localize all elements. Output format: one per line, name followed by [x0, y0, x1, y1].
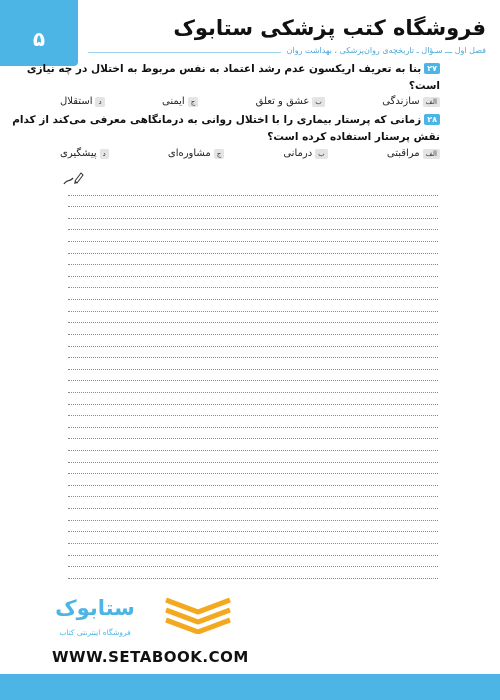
setabook-logo-icon [162, 596, 234, 634]
writing-line [68, 393, 438, 405]
writing-line [68, 497, 438, 509]
option-letter: ج [214, 149, 225, 159]
option-d[interactable] [60, 148, 109, 159]
writing-line [68, 347, 438, 359]
writing-line [68, 381, 438, 393]
option-text: مراقبتی [386, 148, 420, 159]
question-27-line-1 [27, 61, 440, 78]
question-text: زمانی که پرستار بیماری را با اختلال روانی به درمانگاهی معرفی می‌کند از کدام [12, 114, 422, 126]
website-link[interactable]: WWW.SETABOOK.COM [52, 648, 249, 666]
option-letter: ب [312, 97, 325, 107]
writing-line [68, 509, 438, 521]
option-b[interactable] [256, 96, 325, 107]
writing-line [68, 428, 438, 440]
writing-line [68, 300, 438, 312]
writing-line [68, 416, 438, 428]
option-c[interactable] [162, 96, 198, 107]
writing-line [68, 521, 438, 533]
writing-line [68, 230, 438, 242]
option-a[interactable] [387, 148, 440, 159]
writing-line [68, 451, 438, 463]
option-text: ایمنی [162, 96, 185, 107]
question-27-options [60, 96, 440, 107]
question-27 [27, 61, 440, 95]
writing-line [68, 532, 438, 544]
writing-line [68, 405, 438, 417]
option-a[interactable] [382, 96, 440, 107]
writing-line [68, 242, 438, 254]
writing-line [68, 474, 438, 486]
option-letter: ب [315, 149, 328, 159]
option-c[interactable] [168, 148, 224, 159]
question-27-line-2: است؟ [408, 80, 440, 92]
writing-line [68, 463, 438, 475]
option-letter: الف [423, 97, 440, 107]
question-28 [12, 112, 440, 146]
writing-line [68, 288, 438, 300]
writing-line [68, 254, 438, 266]
question-number-badge: ۲۷ [424, 63, 440, 74]
writing-line [68, 486, 438, 498]
writing-line [68, 370, 438, 382]
writing-line [68, 358, 438, 370]
writing-line [68, 184, 438, 196]
bottom-bar [0, 674, 500, 700]
brand-tagline: فروشگاه اینترنتی کتاب [59, 628, 131, 637]
option-b[interactable] [283, 148, 327, 159]
page-number: ۵ [0, 0, 78, 66]
writing-line [68, 277, 438, 289]
option-text: درمانی [283, 148, 313, 159]
option-letter: ج [188, 97, 199, 107]
option-text: استقلال [60, 96, 93, 107]
writing-line [68, 323, 438, 335]
option-letter: الف [423, 149, 440, 159]
writing-line [68, 207, 438, 219]
writing-line [68, 544, 438, 556]
notes-lines[interactable] [68, 184, 438, 579]
option-text: مشاوره‌ای [167, 148, 211, 159]
page-title: فروشگاه کتب پزشکی ستابوک [173, 16, 486, 40]
writing-line [68, 556, 438, 568]
writing-line [68, 439, 438, 451]
chapter-header [88, 47, 486, 59]
option-letter: د [95, 97, 104, 107]
option-text: پیشگیری [60, 148, 97, 159]
question-28-line-1 [12, 112, 440, 129]
brand-name: ستابوک [55, 596, 135, 620]
question-28-options [60, 148, 440, 159]
writing-line [68, 335, 438, 347]
option-text: عشق و تعلق [255, 96, 310, 107]
option-text: سازندگی [382, 96, 420, 107]
chapter-title: فصل اول ـــ سـؤال ـ تاریخچه‌ی روان‌پزشکی ، بهداشت روان [281, 46, 486, 55]
writing-line [68, 265, 438, 277]
option-d[interactable] [60, 96, 105, 107]
question-number-badge: ۲۸ [424, 114, 440, 125]
option-letter: د [100, 149, 109, 159]
writing-line [68, 567, 438, 579]
question-28-line-2: نقش پرستار استفاده کرده است؟ [267, 131, 440, 143]
writing-line [68, 219, 438, 231]
writing-line [68, 196, 438, 208]
writing-line [68, 312, 438, 324]
question-text: بنا به تعریف اریکسون عدم رشد اعتماد به نفس مربوط به اختلال در چه نیازی [26, 63, 422, 75]
